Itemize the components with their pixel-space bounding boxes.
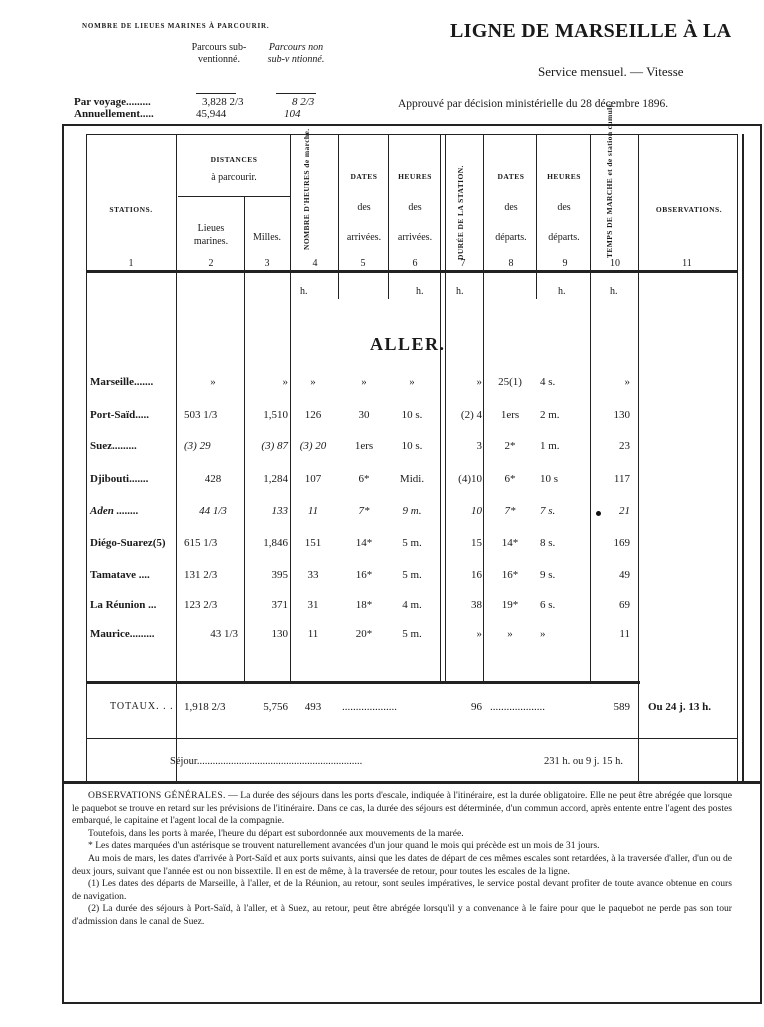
observations-heading: OBSERVATIONS GÉNÉRALES. (88, 790, 226, 801)
cell-duree: 15 (471, 537, 482, 549)
col-departs: départs. (548, 232, 580, 243)
col-non-subventionne-label: Parcours non sub-v ntionné. (267, 42, 325, 65)
cell-duree: » (476, 628, 482, 640)
table-row (0, 628, 764, 648)
cell-heure-arr: 10 s. (401, 409, 423, 421)
table-row (0, 409, 764, 429)
totals-dots: .................... (490, 701, 545, 713)
total-milles: 5,756 (263, 701, 288, 713)
unit-hours: h. (610, 286, 618, 297)
col-des: des (504, 202, 518, 213)
cell-temps: 11 (619, 628, 630, 640)
parcours-heading: NOMBRE DE LIEUES MARINES À PARCOURIR. (82, 22, 270, 30)
cell-date-dep: 2* (504, 440, 516, 452)
page-title: LIGNE DE MARSEILLE À LA (450, 20, 732, 42)
col-des: des (357, 202, 371, 213)
table-row (0, 569, 764, 589)
cell-date-dep: 7* (504, 505, 516, 517)
observation-paragraph: * Les dates marquées d'un astérisque se trouvent naturellement avancées d'un jour quand le mois qui précède est un mois de 31 jours. (88, 840, 600, 852)
col-dates-arr: DATES (350, 172, 378, 181)
section-rule (62, 781, 762, 784)
cell-date-arr: 20* (355, 628, 373, 640)
cell-heure-dep: 6 s. (540, 599, 556, 611)
cell-date-arr: 30 (358, 409, 370, 421)
table-row (0, 537, 764, 557)
cell-lieues: 503 1/3 (184, 409, 218, 421)
observation-paragraph: Toutefois, dans les ports à marée, l'heure du départ est subordonnée aux mouvements de la marée. (88, 827, 464, 839)
table-row (0, 376, 764, 396)
table-row (0, 505, 764, 525)
approval-note: Approuvé par décision ministérielle du 28 décembre 1896. (398, 98, 669, 110)
cell-milles: 371 (271, 599, 288, 611)
table-row (0, 599, 764, 619)
cell-milles: 133 (271, 505, 288, 517)
cell-date-dep: 16* (501, 569, 519, 581)
col-heures-arr: HEURES (398, 172, 432, 181)
cell-duree: 38 (471, 599, 482, 611)
col-stations: STATIONS. (109, 205, 153, 214)
col-heures-dep: HEURES (547, 172, 581, 181)
cell-temps: 130 (613, 409, 630, 421)
col-number: 7 (460, 258, 466, 269)
row-divider (178, 196, 290, 197)
station-name: Maurice......... (90, 628, 155, 640)
cell-date-arr: » (361, 376, 367, 388)
col-number: 10 (610, 258, 620, 269)
col-number: 3 (264, 258, 270, 269)
cell-temps: 21 (619, 505, 630, 517)
cell-milles: 1,846 (263, 537, 288, 549)
col-distances: DISTANCES (210, 155, 258, 164)
cell-lieues: 615 1/3 (184, 537, 218, 549)
total-temps: 589 (613, 701, 630, 713)
cell-milles: 1,510 (263, 409, 288, 421)
cell-date-arr: 6* (358, 473, 370, 485)
col-temps-marche: TEMPS DE MARCHE et de station cumulé. (605, 101, 614, 258)
observation-paragraph: (1) Les dates des départs de Marseille, à l'aller, et de la Réunion, au retour, sont seules impératives, le service postal devant profiter de toute avance obtenue en cours de navigation. (72, 878, 732, 902)
cell-heure-dep: 9 s. (540, 569, 556, 581)
totals-label: TOTAUX. . . (110, 701, 174, 712)
col-number: 4 (312, 258, 318, 269)
cell-duree: 3 (476, 440, 482, 452)
cell-duree: (2) 4 (460, 409, 482, 421)
total-heures: 493 (304, 701, 322, 713)
annuellement-label: Annuellement..... (74, 108, 154, 120)
cell-milles: (3) 87 (261, 440, 288, 452)
cell-date-dep: 1ers (500, 409, 520, 421)
sejour-value: 231 h. ou 9 j. 15 h. (544, 756, 624, 767)
unit-hours: h. (300, 286, 308, 297)
par-voyage-sub-value: 3,828 2/3 (202, 96, 244, 108)
cell-date-arr: 16* (355, 569, 373, 581)
col-number: 8 (508, 258, 514, 269)
station-name: La Réunion ... (90, 599, 157, 611)
col-des: des (408, 202, 422, 213)
cell-heure-arr: 5 m. (402, 569, 422, 581)
cell-heure-dep: 4 s. (540, 376, 556, 388)
cell-lieues: 131 2/3 (184, 569, 218, 581)
cell-date-arr: 14* (355, 537, 373, 549)
col-a-parcourir: à parcourir. (211, 172, 257, 183)
total-duree: 96 (471, 701, 482, 713)
col-observations: OBSERVATIONS. (655, 205, 723, 214)
col-number: 6 (412, 258, 418, 269)
cell-milles: 130 (271, 628, 288, 640)
cell-heures: (3) 20 (299, 440, 327, 452)
totals-row (0, 701, 764, 721)
cell-heure-arr: 5 m. (402, 537, 422, 549)
unit-hours: h. (416, 286, 424, 297)
col-number: 11 (682, 258, 692, 269)
cell-milles: » (282, 376, 288, 388)
cell-heures: » (310, 376, 316, 388)
cell-heures: 33 (307, 569, 319, 581)
cell-lieues: 44 1/3 (199, 505, 227, 517)
divider (196, 93, 236, 94)
cell-lieues: 428 (204, 473, 222, 485)
section-title: ALLER. (370, 334, 446, 354)
col-arrivees: arrivées. (397, 232, 433, 243)
cell-heure-dep: 8 s. (540, 537, 556, 549)
col-arrivees: arrivées. (346, 232, 382, 243)
cell-date-arr: 7* (358, 505, 370, 517)
cell-heures: 11 (307, 505, 319, 517)
cell-temps: 69 (619, 599, 630, 611)
cell-heure-arr: 9 m. (402, 505, 422, 517)
header-rule (86, 270, 738, 273)
cell-date-arr: 18* (355, 599, 373, 611)
cell-heure-dep: 1 m. (540, 440, 560, 452)
cell-milles: 1,284 (263, 473, 288, 485)
observation-paragraph: — La durée des séjours dans les ports d'escale, indiquée à l'itinéraire, est la durée obligatoire. Elle ne peut être abrégée que lorsque le paquebot se trouve en retard sur les prévisions de l'itinéraire. Dans ce cas, la durée des séjours est déterminée, d'un commun accord, après entente entre l'agent des postes embarqué, le capitaine et l'agent local de la compagnie. (72, 790, 732, 827)
cell-heure-dep: 7 s. (540, 505, 556, 517)
cell-duree: 10 (471, 505, 482, 517)
cell-temps: 23 (619, 440, 630, 452)
par-voyage-non-value: 8 2/3 (292, 96, 315, 108)
col-number: 9 (562, 258, 568, 269)
observation-paragraph: Au mois de mars, les dates d'arrivée à Port-Saïd et aux ports suivants, ainsi que les dates de départ de ces mêmes escales sont retardées, à la traversée d'aller, d'un ou de deux jours, suivant que l'année est ou non bissextile. Il en est de même, à la traversée de retour, pour toutes les escales de la ligne. (72, 852, 732, 877)
cell-heure-arr: 4 m. (402, 599, 422, 611)
cell-temps: » (624, 376, 630, 388)
station-name: Marseille....... (90, 376, 154, 388)
totals-rule (86, 681, 640, 684)
col-milles: Milles. (252, 232, 282, 243)
observation-paragraph: (2) La durée des séjours à Port-Saïd, à l'aller, et à Suez, au retour, peut être abrégée lorsqu'il y a convenance à le faire pour que le paquebot ne perde pas son tour d'admission dans le canal de Suez. (72, 903, 732, 927)
cell-date-dep: 14* (501, 537, 519, 549)
cell-heure-arr: 5 m. (402, 628, 422, 640)
column-divider (388, 134, 389, 299)
cell-heures: 151 (304, 537, 322, 549)
divider (276, 93, 316, 94)
cell-heure-arr: » (409, 376, 415, 388)
cell-temps: 169 (613, 537, 630, 549)
cell-date-dep: 6* (504, 473, 516, 485)
station-name: Aden ........ (90, 505, 139, 517)
col-duree-station: DURÉE DE LA STATION. (456, 165, 465, 260)
cell-heure-dep: » (540, 628, 546, 640)
row-divider (86, 738, 738, 739)
annuel-sub-value: 45,944 (196, 108, 227, 120)
cell-lieues: » (210, 376, 216, 388)
cell-milles: 395 (271, 569, 288, 581)
table-row (0, 473, 764, 493)
general-observations (72, 790, 732, 929)
column-divider (536, 134, 537, 299)
table-row (0, 440, 764, 460)
col-nb-heures: NOMBRE D'HEURES de marche. (302, 128, 311, 250)
sejour-label: Séjour............................................................... (170, 756, 363, 767)
annuel-non-value: 104 (284, 108, 301, 120)
unit-hours: h. (456, 286, 464, 297)
service-subtitle: Service mensuel. — Vitesse (538, 64, 684, 79)
totals-dots: .................... (342, 701, 397, 713)
cell-heures: 11 (307, 628, 319, 640)
cell-heure-dep: 2 m. (540, 409, 560, 421)
col-number: 5 (360, 258, 366, 269)
cell-heures: 31 (307, 599, 319, 611)
total-observation: Ou 24 j. 13 h. (648, 701, 711, 713)
cell-heure-dep: 10 s (540, 473, 559, 485)
cell-date-dep: » (507, 628, 513, 640)
column-divider (338, 134, 339, 299)
total-lieues: 1,918 2/3 (184, 701, 226, 713)
cell-date-dep: 19* (501, 599, 519, 611)
cell-date-arr: 1ers (354, 440, 374, 452)
cell-heure-arr: 10 s. (401, 440, 423, 452)
par-voyage-label: Par voyage......... (74, 96, 151, 108)
ink-dot (596, 511, 601, 516)
cell-heures: 107 (304, 473, 322, 485)
station-name: Diégo-Suarez(5) (90, 537, 166, 549)
station-name: Tamatave .... (90, 569, 150, 581)
col-number: 2 (208, 258, 214, 269)
station-name: Port-Saïd..... (90, 409, 149, 421)
cell-temps: 49 (619, 569, 630, 581)
cell-temps: 117 (613, 473, 630, 485)
cell-duree: » (476, 376, 482, 388)
cell-lieues: 123 2/3 (184, 599, 218, 611)
col-des: des (557, 202, 571, 213)
cell-duree: (4)10 (458, 473, 482, 485)
cell-heures: 126 (304, 409, 322, 421)
cell-heure-arr: Midi. (399, 473, 425, 485)
cell-lieues: (3) 29 (184, 440, 211, 452)
station-name: Djibouti....... (90, 473, 149, 485)
station-name: Suez......... (90, 440, 137, 452)
col-subventionne-label: Parcours sub-ventionné. (191, 42, 247, 65)
col-dates-dep: DATES (497, 172, 525, 181)
col-departs: départs. (495, 232, 527, 243)
col-number: 1 (128, 258, 134, 269)
col-lieues: Lieues marines. (193, 223, 229, 247)
cell-duree: 16 (471, 569, 482, 581)
cell-date-dep: 25(1) (498, 376, 522, 388)
unit-hours: h. (558, 286, 566, 297)
cell-lieues: 43 1/3 (210, 628, 238, 640)
